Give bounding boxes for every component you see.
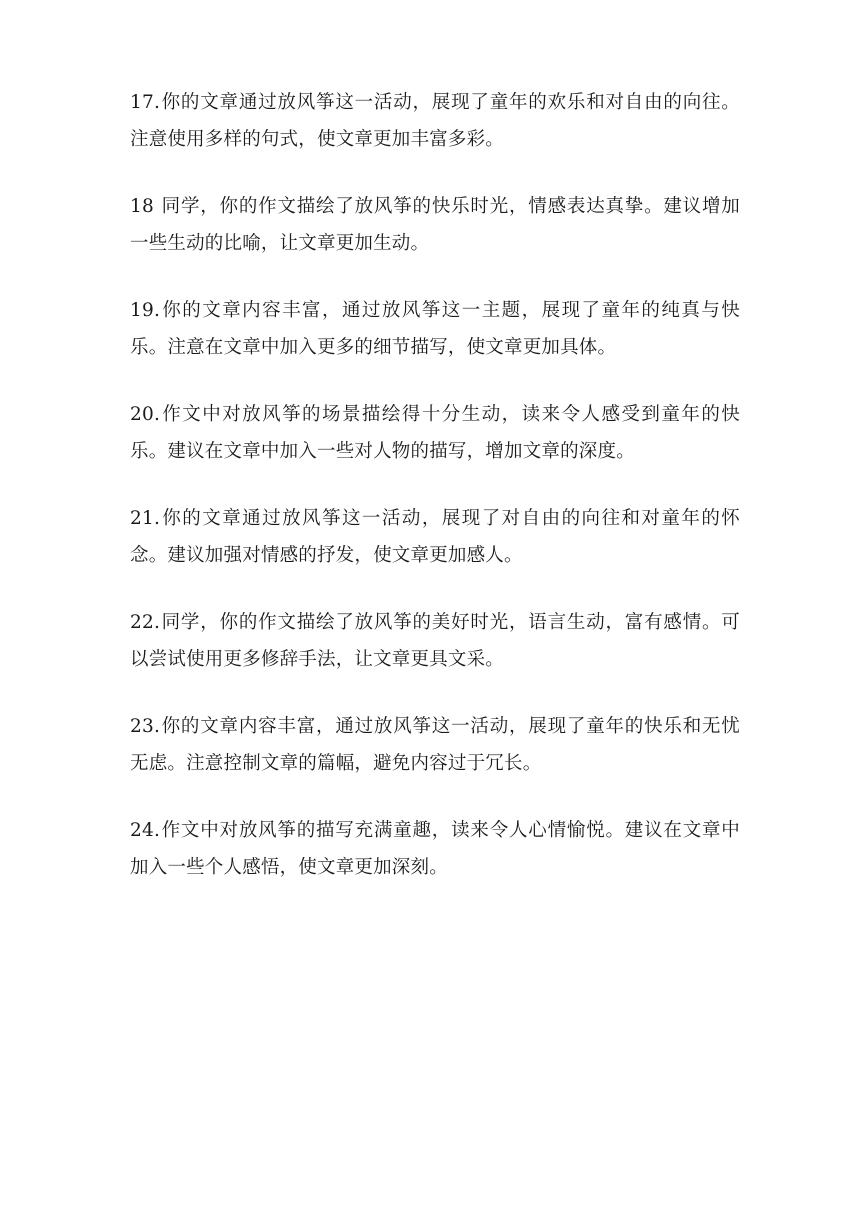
comment-text: 作文中对放风筝的场景描绘得十分生动，读来令人感受到童年的快乐。建议在文章中加入一些对人物的描写，增加文章的深度。: [130, 404, 740, 462]
comment-item: [130, 604, 740, 678]
comment-number: 17.: [130, 92, 161, 113]
comment-item: [130, 812, 740, 886]
comment-item: [130, 188, 740, 262]
comment-number: 21.: [130, 508, 161, 529]
comment-number: 19.: [130, 300, 161, 321]
comment-text: 同学，你的作文描绘了放风筝的美好时光，语言生动，富有感情。可以尝试使用更多修辞手法，让文章更具文采。: [130, 612, 740, 670]
comment-number: 24.: [130, 820, 161, 841]
comment-text: 你的文章内容丰富，通过放风筝这一主题，展现了童年的纯真与快乐。注意在文章中加入更多的细节描写，使文章更加具体。: [130, 300, 740, 358]
comment-item: [130, 84, 740, 158]
comment-item: [130, 708, 740, 782]
comment-number: 18: [130, 196, 154, 217]
comment-number: 23.: [130, 716, 161, 737]
comment-item: [130, 500, 740, 574]
comment-item: [130, 396, 740, 470]
comment-text: 你的文章通过放风筝这一活动，展现了对自由的向往和对童年的怀念。建议加强对情感的抒发，使文章更加感人。: [130, 508, 740, 566]
comment-text: 你的文章内容丰富，通过放风筝这一活动，展现了童年的快乐和无忧无虑。注意控制文章的篇幅，避免内容过于冗长。: [130, 716, 740, 774]
comment-text: 作文中对放风筝的描写充满童趣，读来令人心情愉悦。建议在文章中加入一些个人感悟，使文章更加深刻。: [130, 820, 740, 878]
comment-list: [130, 84, 740, 916]
comment-text: 同学，你的作文描绘了放风筝的快乐时光，情感表达真挚。建议增加一些生动的比喻，让文章更加生动。: [130, 196, 740, 254]
comment-number: 22.: [130, 612, 161, 633]
comment-item: [130, 292, 740, 366]
comment-text: 你的文章通过放风筝这一活动，展现了童年的欢乐和对自由的向往。注意使用多样的句式，使文章更加丰富多彩。: [130, 92, 740, 150]
comment-number: 20.: [130, 404, 161, 425]
